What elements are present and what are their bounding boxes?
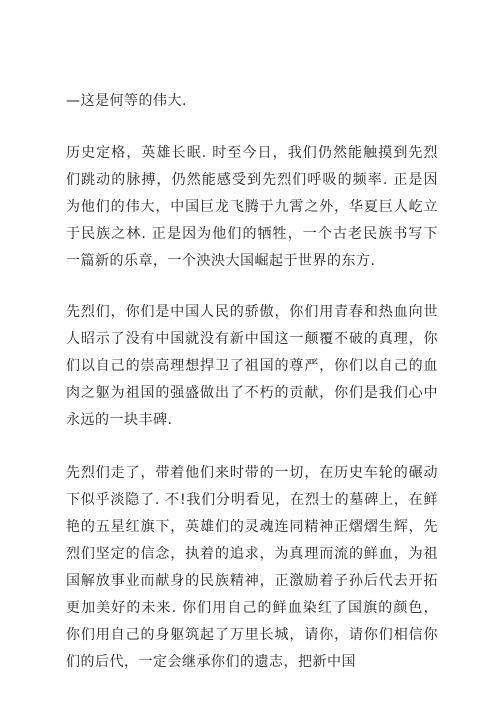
paragraph-martyrs-legacy: 先烈们走了，带着他们来时带的一切，在历史车轮的碾动下似乎淡隐了. 不!我们分明看见，在烈士的墓碑上，在鲜艳的五星红旗下，英雄们的灵魂连同精神正熠熠生辉，先烈们坚定的信念，执着的追求，为真理而流的鲜血，为祖国解放事业而献身的民族精神，正激励着子孙后代去开拓更加美好的未来. 你们用自己的鲜血染红了国旗的颜色，你们用自己的身躯筑起了万里长城，请你，请你们相信你们的后代，一定会继承你们的遗志，把新中国 (66, 465, 438, 670)
paragraph-spacer (66, 275, 438, 299)
paragraph-opening-line: —这是何等的伟大. (66, 93, 187, 109)
paragraph-spacer (66, 434, 438, 460)
document-body (66, 88, 438, 676)
paragraph-spacer (66, 115, 438, 140)
paragraph-history: 历史定格，英雄长眠. 时至今日，我们仍然能触摸到先烈们跳动的脉搏，仍然能感受到先烈们呼吸的频率. 正是因为他们的伟大，中国巨龙飞腾于九霄之外，华夏巨人屹立于民族之林. 正是因为他们的牺牲，一个古老民族书写下一篇新的乐章，一个泱泱大国崛起于世界的东方. (66, 145, 438, 269)
paragraph-martyrs-pride: 先烈们，你们是中国人民的骄傲，你们用青春和热血向世人昭示了没有中国就没有新中国这一颠覆不破的真理，你们以自己的崇高理想捍卫了祖国的尊严，你们以自己的血肉之躯为祖国的强盛做出了不朽的贡献，你们是我们心中永远的一块丰碑. (66, 304, 438, 428)
